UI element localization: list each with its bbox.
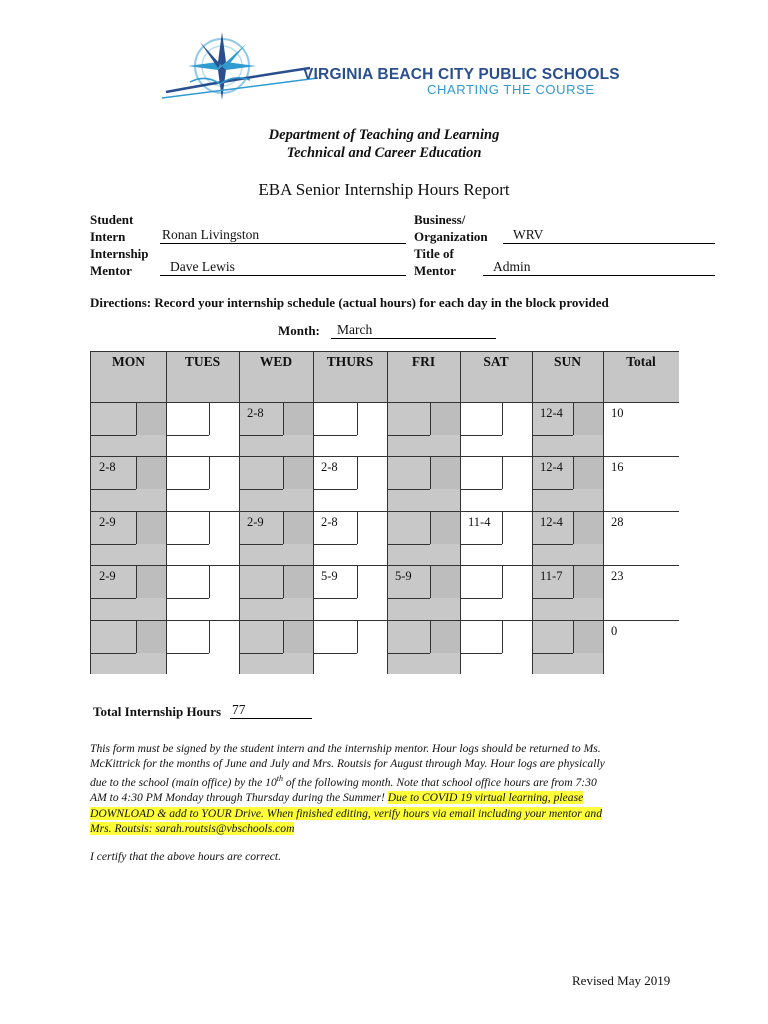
compass-rose-icon [160, 22, 320, 106]
cell-value: 11-7 [540, 569, 563, 583]
row-divider [91, 456, 679, 457]
cell-value: 2-9 [247, 515, 264, 529]
cell-notch [387, 489, 430, 511]
cell-notch [91, 544, 136, 565]
highlighted-text: DOWNLOAD & add to YOUR Drive. When finished editing, verify hours via email including your mentor and [90, 806, 602, 820]
note-text: due to the school (main office) by the 10 [90, 776, 277, 790]
cell-notch [313, 544, 357, 565]
month-value: March [337, 322, 373, 337]
column-header-total: Total [626, 354, 656, 369]
cell-value: 0 [611, 624, 618, 638]
cell-notch [532, 598, 573, 620]
cell-value: 10 [611, 406, 624, 420]
cell-subbox [283, 565, 313, 598]
cell-value: 12-4 [540, 515, 563, 529]
column-header-thurs: THURS [326, 354, 374, 369]
business-label [414, 211, 488, 245]
cell-notch [239, 435, 283, 456]
cell-subbox [283, 402, 313, 435]
logo-title: VIRGINIA BEACH CITY PUBLIC SCHOOLS [303, 66, 620, 83]
cell-subbox [136, 511, 166, 544]
cell-notch [166, 598, 209, 620]
cell-subbox [573, 565, 603, 598]
cell-notch [460, 598, 502, 620]
cell-notch [460, 435, 502, 456]
cell-subbox [357, 565, 387, 598]
total-hours-value: 77 [232, 702, 246, 717]
column-header-mon: MON [112, 354, 145, 369]
column-divider [532, 352, 533, 674]
cell-subbox [136, 456, 166, 489]
cell-value: 2-8 [321, 515, 338, 529]
cell-value: 5-9 [395, 569, 412, 583]
cell-notch [91, 489, 136, 511]
cell-notch [387, 598, 430, 620]
note-line: McKittrick for the months of June and July and Mrs. Routsis for August through May. Hour logs are physically [90, 757, 605, 771]
note-line [90, 821, 690, 836]
label-line: Student [90, 212, 134, 227]
cell-value: 12-4 [540, 406, 563, 420]
mentor-field[interactable] [160, 259, 406, 276]
cell-notch [166, 435, 209, 456]
cell-notch [387, 653, 430, 674]
cell-subbox [136, 402, 166, 435]
business-value: WRV [513, 227, 544, 242]
cell-notch [313, 598, 357, 620]
cell-value: 2-8 [247, 406, 264, 420]
cell-notch [239, 489, 283, 511]
cell-notch [532, 544, 573, 565]
label-line: Intern [90, 229, 126, 244]
department-heading: Department of Teaching and Learning [268, 127, 500, 143]
row-divider [91, 565, 679, 566]
cell-value: 2-8 [321, 460, 338, 474]
cell-subbox [357, 511, 387, 544]
business-field[interactable] [503, 227, 715, 244]
column-header-sat: SAT [483, 354, 509, 369]
cell-subbox [209, 511, 239, 544]
cell-subbox [502, 402, 532, 435]
cell-notch [532, 653, 573, 674]
cell-subbox [502, 511, 532, 544]
cell-notch [313, 653, 357, 674]
cell-value: 2-9 [99, 515, 116, 529]
vbcps-logo [160, 22, 620, 106]
cell-notch [166, 544, 209, 565]
cell-notch [166, 653, 209, 674]
cell-subbox [209, 620, 239, 653]
column-divider [313, 352, 314, 674]
note-text: of the following month. Note that school office hours are from 7:30 [282, 776, 597, 790]
cell-notch [460, 544, 502, 565]
note-line [90, 806, 690, 821]
cell-notch [91, 435, 136, 456]
column-divider [460, 352, 461, 674]
column-header-tues: TUES [184, 354, 221, 369]
total-hours-field[interactable] [230, 702, 312, 719]
instructions-paragraph [90, 741, 690, 836]
row-divider [91, 511, 679, 512]
directions-text: Directions: Record your internship schedule (actual hours) for each day in the block provided [90, 295, 609, 310]
label-line: Mentor [414, 263, 456, 278]
cell-value: 28 [611, 515, 624, 529]
note-line [90, 790, 690, 805]
cell-subbox [209, 402, 239, 435]
certify-statement: I certify that the above hours are correct. [90, 850, 282, 863]
cell-subbox [136, 620, 166, 653]
cell-subbox [357, 402, 387, 435]
schedule-table [90, 351, 679, 674]
month-field[interactable] [331, 322, 496, 339]
cell-subbox [209, 565, 239, 598]
cell-subbox [502, 620, 532, 653]
mentor-title-label [414, 245, 456, 279]
student-intern-label [90, 211, 133, 245]
column-divider [387, 352, 388, 674]
column-header-sun: SUN [553, 354, 581, 369]
label-line: Business/ [414, 212, 466, 227]
cell-subbox [430, 456, 460, 489]
mentor-label [90, 245, 149, 279]
logo-tagline: CHARTING THE COURSE [427, 82, 595, 97]
cell-subbox [430, 511, 460, 544]
cell-value: 2-8 [99, 460, 116, 474]
division-heading: Technical and Career Education [286, 145, 482, 161]
cell-value: 23 [611, 569, 624, 583]
cell-value: 2-9 [99, 569, 116, 583]
cell-subbox [430, 620, 460, 653]
cell-subbox [573, 402, 603, 435]
cell-value: 16 [611, 460, 624, 474]
highlighted-text: Due to COVID 19 virtual learning, please [387, 791, 584, 805]
row-divider [91, 620, 679, 621]
column-header-fri: FRI [411, 354, 436, 369]
cell-notch [387, 544, 430, 565]
cell-subbox [283, 511, 313, 544]
cell-notch [166, 489, 209, 511]
cell-notch [91, 653, 136, 674]
cell-notch [239, 544, 283, 565]
cell-subbox [502, 456, 532, 489]
cell-subbox [430, 402, 460, 435]
mentor-title-value: Admin [493, 259, 531, 274]
page-title: EBA Senior Internship Hours Report [258, 180, 510, 199]
cell-subbox [136, 565, 166, 598]
cell-subbox [357, 456, 387, 489]
cell-notch [460, 653, 502, 674]
cell-notch [313, 489, 357, 511]
cell-subbox [502, 565, 532, 598]
student-intern-field[interactable] [160, 227, 406, 244]
revised-date: Revised May 2019 [572, 973, 671, 988]
mentor-title-field[interactable] [483, 259, 715, 276]
cell-notch [239, 598, 283, 620]
cell-subbox [357, 620, 387, 653]
note-text: AM to 4:30 PM Monday through Thursday during the Summer! [90, 791, 388, 805]
cell-subbox [209, 456, 239, 489]
cell-value: 5-9 [321, 569, 338, 583]
student-intern-value: Ronan Livingston [162, 227, 260, 242]
column-header-wed: WED [259, 354, 293, 369]
row-divider [91, 402, 679, 403]
column-divider [166, 352, 167, 674]
cell-notch [239, 653, 283, 674]
highlighted-email[interactable]: Mrs. Routsis: sarah.routsis@vbschools.com [90, 821, 295, 835]
mentor-value: Dave Lewis [170, 259, 235, 274]
superscript: th [276, 774, 283, 784]
cell-subbox [573, 456, 603, 489]
cell-subbox [283, 456, 313, 489]
cell-value: 12-4 [540, 460, 563, 474]
total-hours-label: Total Internship Hours [93, 704, 222, 719]
cell-notch [460, 489, 502, 511]
month-label: Month: [278, 323, 320, 338]
cell-subbox [573, 620, 603, 653]
cell-notch [91, 598, 136, 620]
label-line: Internship [90, 246, 149, 261]
cell-notch [387, 435, 430, 456]
label-line: Title of [414, 246, 454, 261]
cell-subbox [573, 511, 603, 544]
column-divider [239, 352, 240, 674]
cell-notch [532, 489, 573, 511]
note-line [90, 771, 690, 790]
label-line: Mentor [90, 263, 132, 278]
note-line: This form must be signed by the student intern and the internship mentor. Hour logs should be returned to Ms. [90, 742, 601, 755]
cell-subbox [283, 620, 313, 653]
cell-notch [313, 435, 357, 456]
cell-subbox [430, 565, 460, 598]
label-line: Organization [414, 229, 488, 244]
column-divider [603, 352, 604, 674]
cell-value: 11-4 [468, 515, 491, 529]
cell-notch [532, 435, 573, 456]
